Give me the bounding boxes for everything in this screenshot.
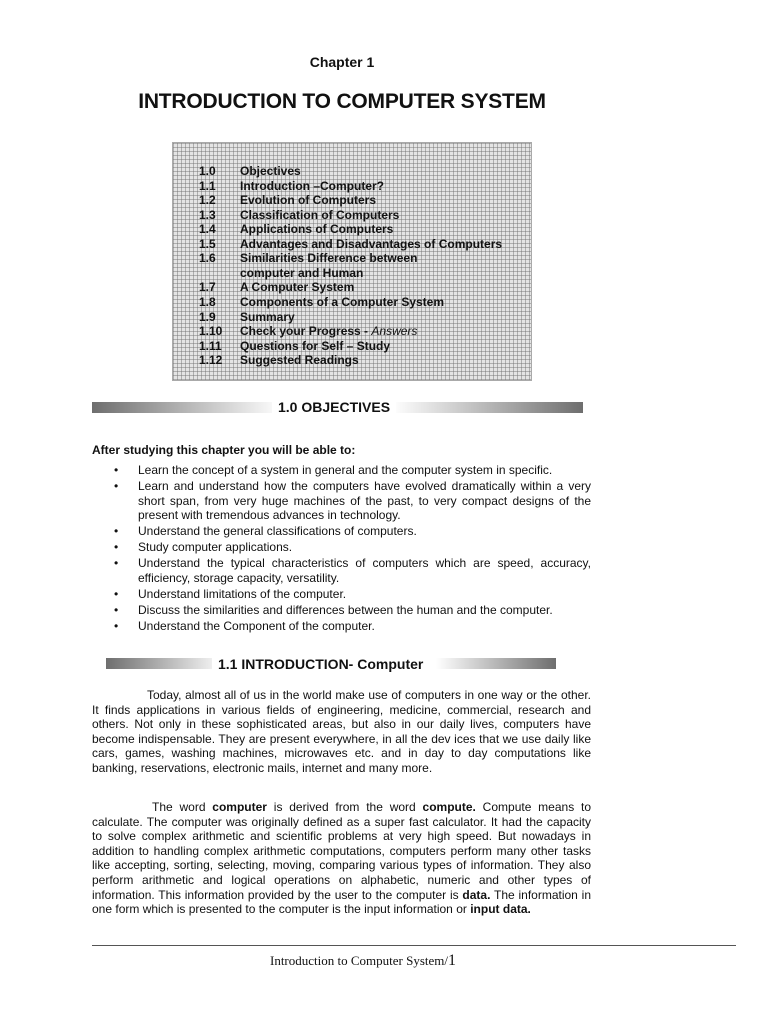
toc-number: 1.0 xyxy=(199,164,216,178)
toc-title: Classification of Computers xyxy=(240,207,400,222)
bold-term: computer xyxy=(212,800,267,814)
bullet-icon: • xyxy=(114,618,119,633)
chapter-label: Chapter 1 xyxy=(309,54,375,70)
toc-title: Objectives xyxy=(240,164,301,178)
footer-divider xyxy=(92,945,736,946)
toc-title: Applications of Computers xyxy=(240,222,394,237)
toc-number: 1.9 xyxy=(199,309,216,324)
bullet-icon: • xyxy=(114,463,119,477)
objective-text: Understand the typical characteristics of computers which are speed, accuracy, efficiency, storage capacity, versatility. xyxy=(138,556,591,585)
toc-number: 1.5 xyxy=(199,236,216,251)
toc-number: 1.1 xyxy=(199,178,216,193)
page-footer xyxy=(0,952,726,970)
objective-item xyxy=(92,540,591,555)
toc-title: Check your Progress - Answers xyxy=(240,324,418,339)
footer-title: Introduction to Computer System/ xyxy=(269,953,448,968)
bold-term: input data. xyxy=(470,902,531,917)
bullet-icon: • xyxy=(114,524,119,539)
objective-text: Study computer applications. xyxy=(138,540,293,555)
objective-item xyxy=(92,463,591,478)
objective-item xyxy=(92,524,591,539)
objective-item xyxy=(92,603,591,618)
objectives-intro: After studying this chapter you will be able to: xyxy=(92,443,356,457)
toc-number: 1.8 xyxy=(199,294,216,309)
heading-band-left xyxy=(106,658,226,669)
bullet-icon: • xyxy=(114,540,119,555)
paragraph-text: The information in one form which is presented to the computer is the input information or xyxy=(92,887,591,917)
toc-number: 1.3 xyxy=(199,207,216,222)
toc-title: Questions for Self – Study xyxy=(240,338,391,353)
heading-band-right xyxy=(392,402,583,413)
chapter-title: INTRODUCTION TO COMPUTER SYSTEM xyxy=(138,90,546,113)
toc-number: 1.10 xyxy=(199,324,223,339)
toc-number: 1.11 xyxy=(199,338,222,353)
paragraph-text: Compute means to calculate. The computer was originally defined as a super fast calculator. It had the capacity to solve complex arithmetic and scientific problems at very high speed. But nowadays in addition to handling complex arithmetic computations, computers perform many other tasks like accepting, sorting, selecting, moving, comparing various types of information. They also perform arithmetic and logical operations on alphabetic, numeric and other types of information. This information provided by the user to the computer is xyxy=(92,800,592,902)
bold-term: compute. xyxy=(422,800,476,814)
toc-answers-link: Answers xyxy=(371,324,418,339)
objective-item xyxy=(92,479,591,523)
toc-number: 1.6 xyxy=(199,251,216,266)
bullet-icon: • xyxy=(114,586,119,601)
toc-number: 1.4 xyxy=(199,222,216,237)
toc-title: Similarities Difference between xyxy=(240,251,418,266)
objective-item xyxy=(92,556,591,585)
objective-text: Understand limitations of the computer. xyxy=(138,586,347,601)
toc-title: Suggested Readings xyxy=(240,353,359,368)
objective-item xyxy=(92,587,591,602)
heading-band-right xyxy=(436,658,556,669)
paragraph xyxy=(92,800,591,917)
objective-text: Learn and understand how the computers have evolved dramatically within a very short span, from very huge machines of the past, to very compact designs of the present with tremendous advances in technology. xyxy=(138,478,591,523)
toc-number: 1.2 xyxy=(199,193,216,208)
objectives-heading: 1.0 OBJECTIVES xyxy=(272,399,396,415)
paragraph-text: is derived from the word xyxy=(266,800,423,814)
toc-title: A Computer System xyxy=(240,280,355,295)
bullet-icon: • xyxy=(114,478,119,493)
objectives-list xyxy=(92,463,591,635)
objective-text: Understand the general classifications of computers. xyxy=(138,524,417,539)
page-number: 1 xyxy=(448,952,456,969)
objective-text: Understand the Component of the computer. xyxy=(138,618,375,633)
toc-title: Advantages and Disadvantages of Computers xyxy=(240,236,503,251)
toc-title: Summary xyxy=(240,309,295,324)
toc-number: 1.12 xyxy=(199,353,223,368)
toc-title: Evolution of Computers xyxy=(240,193,376,208)
paragraph xyxy=(92,688,591,776)
toc-title: Introduction –Computer? xyxy=(240,178,384,193)
objective-text: Discuss the similarities and differences between the human and the computer. xyxy=(138,602,553,617)
heading-band-left xyxy=(92,402,282,413)
paragraph-text: Today, almost all of us in the world make use of computers in one way or the other. It finds applications in various fields of engineering, medicine, commercial, research and others. Not only in these sophisticated areas, but also in our daily lives, computers have become indispensable. They are present everywhere, in all the dev ices that we use daily like cars, games, washing machines, microwaves etc. and in day to day computations like banking, reservations, electronic mails, internet and many more. xyxy=(92,688,591,775)
bullet-icon: • xyxy=(114,602,119,617)
table-of-contents xyxy=(172,142,532,381)
objective-text: Learn the concept of a system in general and the computer system in specific. xyxy=(138,463,553,477)
paragraph-text: The word xyxy=(152,800,213,814)
bullet-icon: • xyxy=(114,556,119,571)
objective-item xyxy=(92,619,591,634)
toc-number: 1.7 xyxy=(199,280,216,295)
toc-title: computer and Human xyxy=(240,265,364,280)
toc-title: Components of a Computer System xyxy=(240,294,445,309)
introduction-heading: 1.1 INTRODUCTION- Computer xyxy=(212,656,429,672)
bold-term: data. xyxy=(462,887,491,902)
